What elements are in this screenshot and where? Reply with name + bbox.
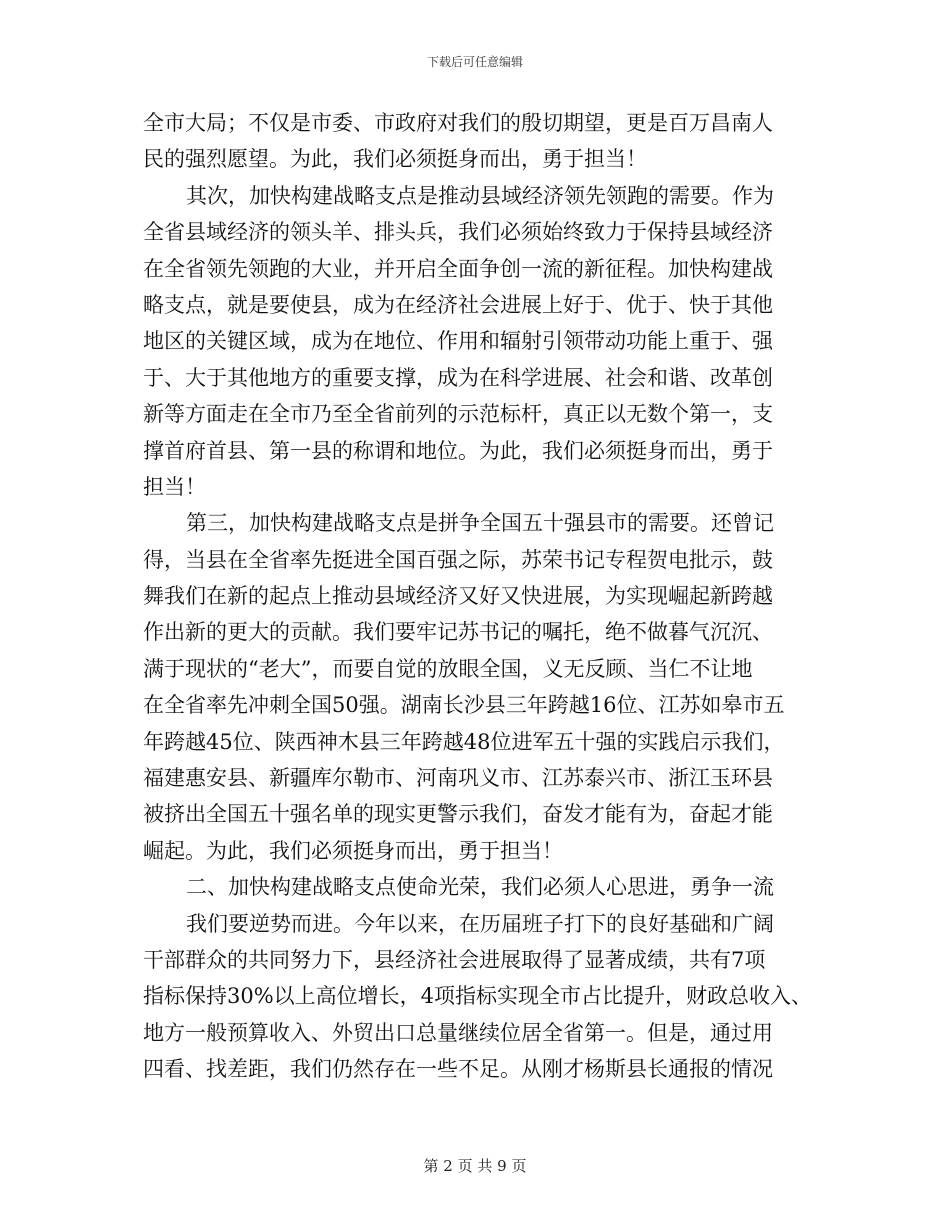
text-line: 在全省领先领跑的大业，并开启全面争创一流的新征程。加快构建战 [143, 256, 773, 281]
text-line: 全省县域经济的领头羊、排头兵，我们必须始终致力于保持县域经济 [143, 220, 773, 245]
text-line: 满于现状的“老大”，而要自觉的放眼全国，义无反顾、当仁不让地 [143, 656, 753, 681]
text-line: 干部群众的共同努力下，县经济社会进展取得了显著成绩，共有7项 [143, 947, 766, 972]
text-line: 担当！ [143, 474, 206, 499]
text-line: 被挤出全国五十强名单的现实更警示我们，奋发才能有为，奋起才能 [143, 802, 773, 827]
text-line: 新等方面走在全市乃至全省前列的示范标杆，真正以无数个第一，支 [143, 402, 773, 427]
text-line: 民的强烈愿望。为此，我们必须挺身而出，勇于担当！ [143, 147, 647, 172]
document-body [143, 105, 823, 1088]
text-line: 地方一般预算收入、外贸出口总量继续位居全省第一。但是，通过用 [143, 1020, 773, 1045]
paragraph-start-line: 其次，加快构建战略支点是推动县域经济领先领跑的需要。作为 [186, 183, 774, 208]
page-header-note: 下载后可任意编辑 [426, 55, 523, 69]
text-line: 作出新的更大的贡献。我们要牢记苏书记的嘱托，绝不做暮气沉沉、 [143, 620, 773, 645]
text-line: 得，当县在全省率先挺进全国百强之际，苏荣书记专程贺电批示，鼓 [143, 547, 773, 572]
text-line: 指标保持30%以上高位增长，4项指标实现全市占比提升，财政总收入、 [143, 984, 813, 1009]
paragraph-start-line: 第三，加快构建战略支点是拼争全国五十强县市的需要。还曾记 [186, 511, 774, 536]
text-line: 全市大局；不仅是市委、市政府对我们的殷切期望，更是百万昌南人 [143, 111, 773, 135]
text-line: 略支点，就是要使县，成为在经济社会进展上好于、优于、快于其他 [143, 292, 773, 317]
text-line: 年跨越45位、陕西神木县三年跨越48位进军五十强的实践启示我们， [143, 729, 785, 754]
text-line: 崛起。为此，我们必须挺身而出，勇于担当！ [143, 838, 563, 863]
text-line: 撑首府首县、第一县的称谓和地位。为此，我们必须挺身而出，勇于 [143, 438, 773, 463]
paragraph-start-line: 我们要逆势而进。今年以来，在历届班子打下的良好基础和广阔 [186, 911, 774, 936]
section-heading-line: 二、加快构建战略支点使命光荣，我们必须人心思进，勇争一流 [186, 875, 774, 900]
text-line: 四看、找差距，我们仍然存在一些不足。从刚才杨斯县长通报的情况 [143, 1057, 773, 1082]
text-line: 福建惠安县、新疆库尔勒市、河南巩义市、江苏泰兴市、浙江玉环县 [143, 766, 773, 791]
page-number: 第 2 页 共 9 页 [423, 1157, 527, 1175]
text-line: 在全省率先冲刺全国50强。湖南长沙县三年跨越16位、江苏如皋市五 [143, 693, 785, 718]
text-line: 舞我们在新的起点上推动县域经济又好又快进展，为实现崛起新跨越 [143, 584, 773, 609]
text-line: 于、大于其他地方的重要支撑，成为在科学进展、社会和谐、改革创 [143, 365, 773, 390]
text-line: 地区的关键区域，成为在地位、作用和辐射引领带动功能上重于、强 [143, 329, 773, 354]
